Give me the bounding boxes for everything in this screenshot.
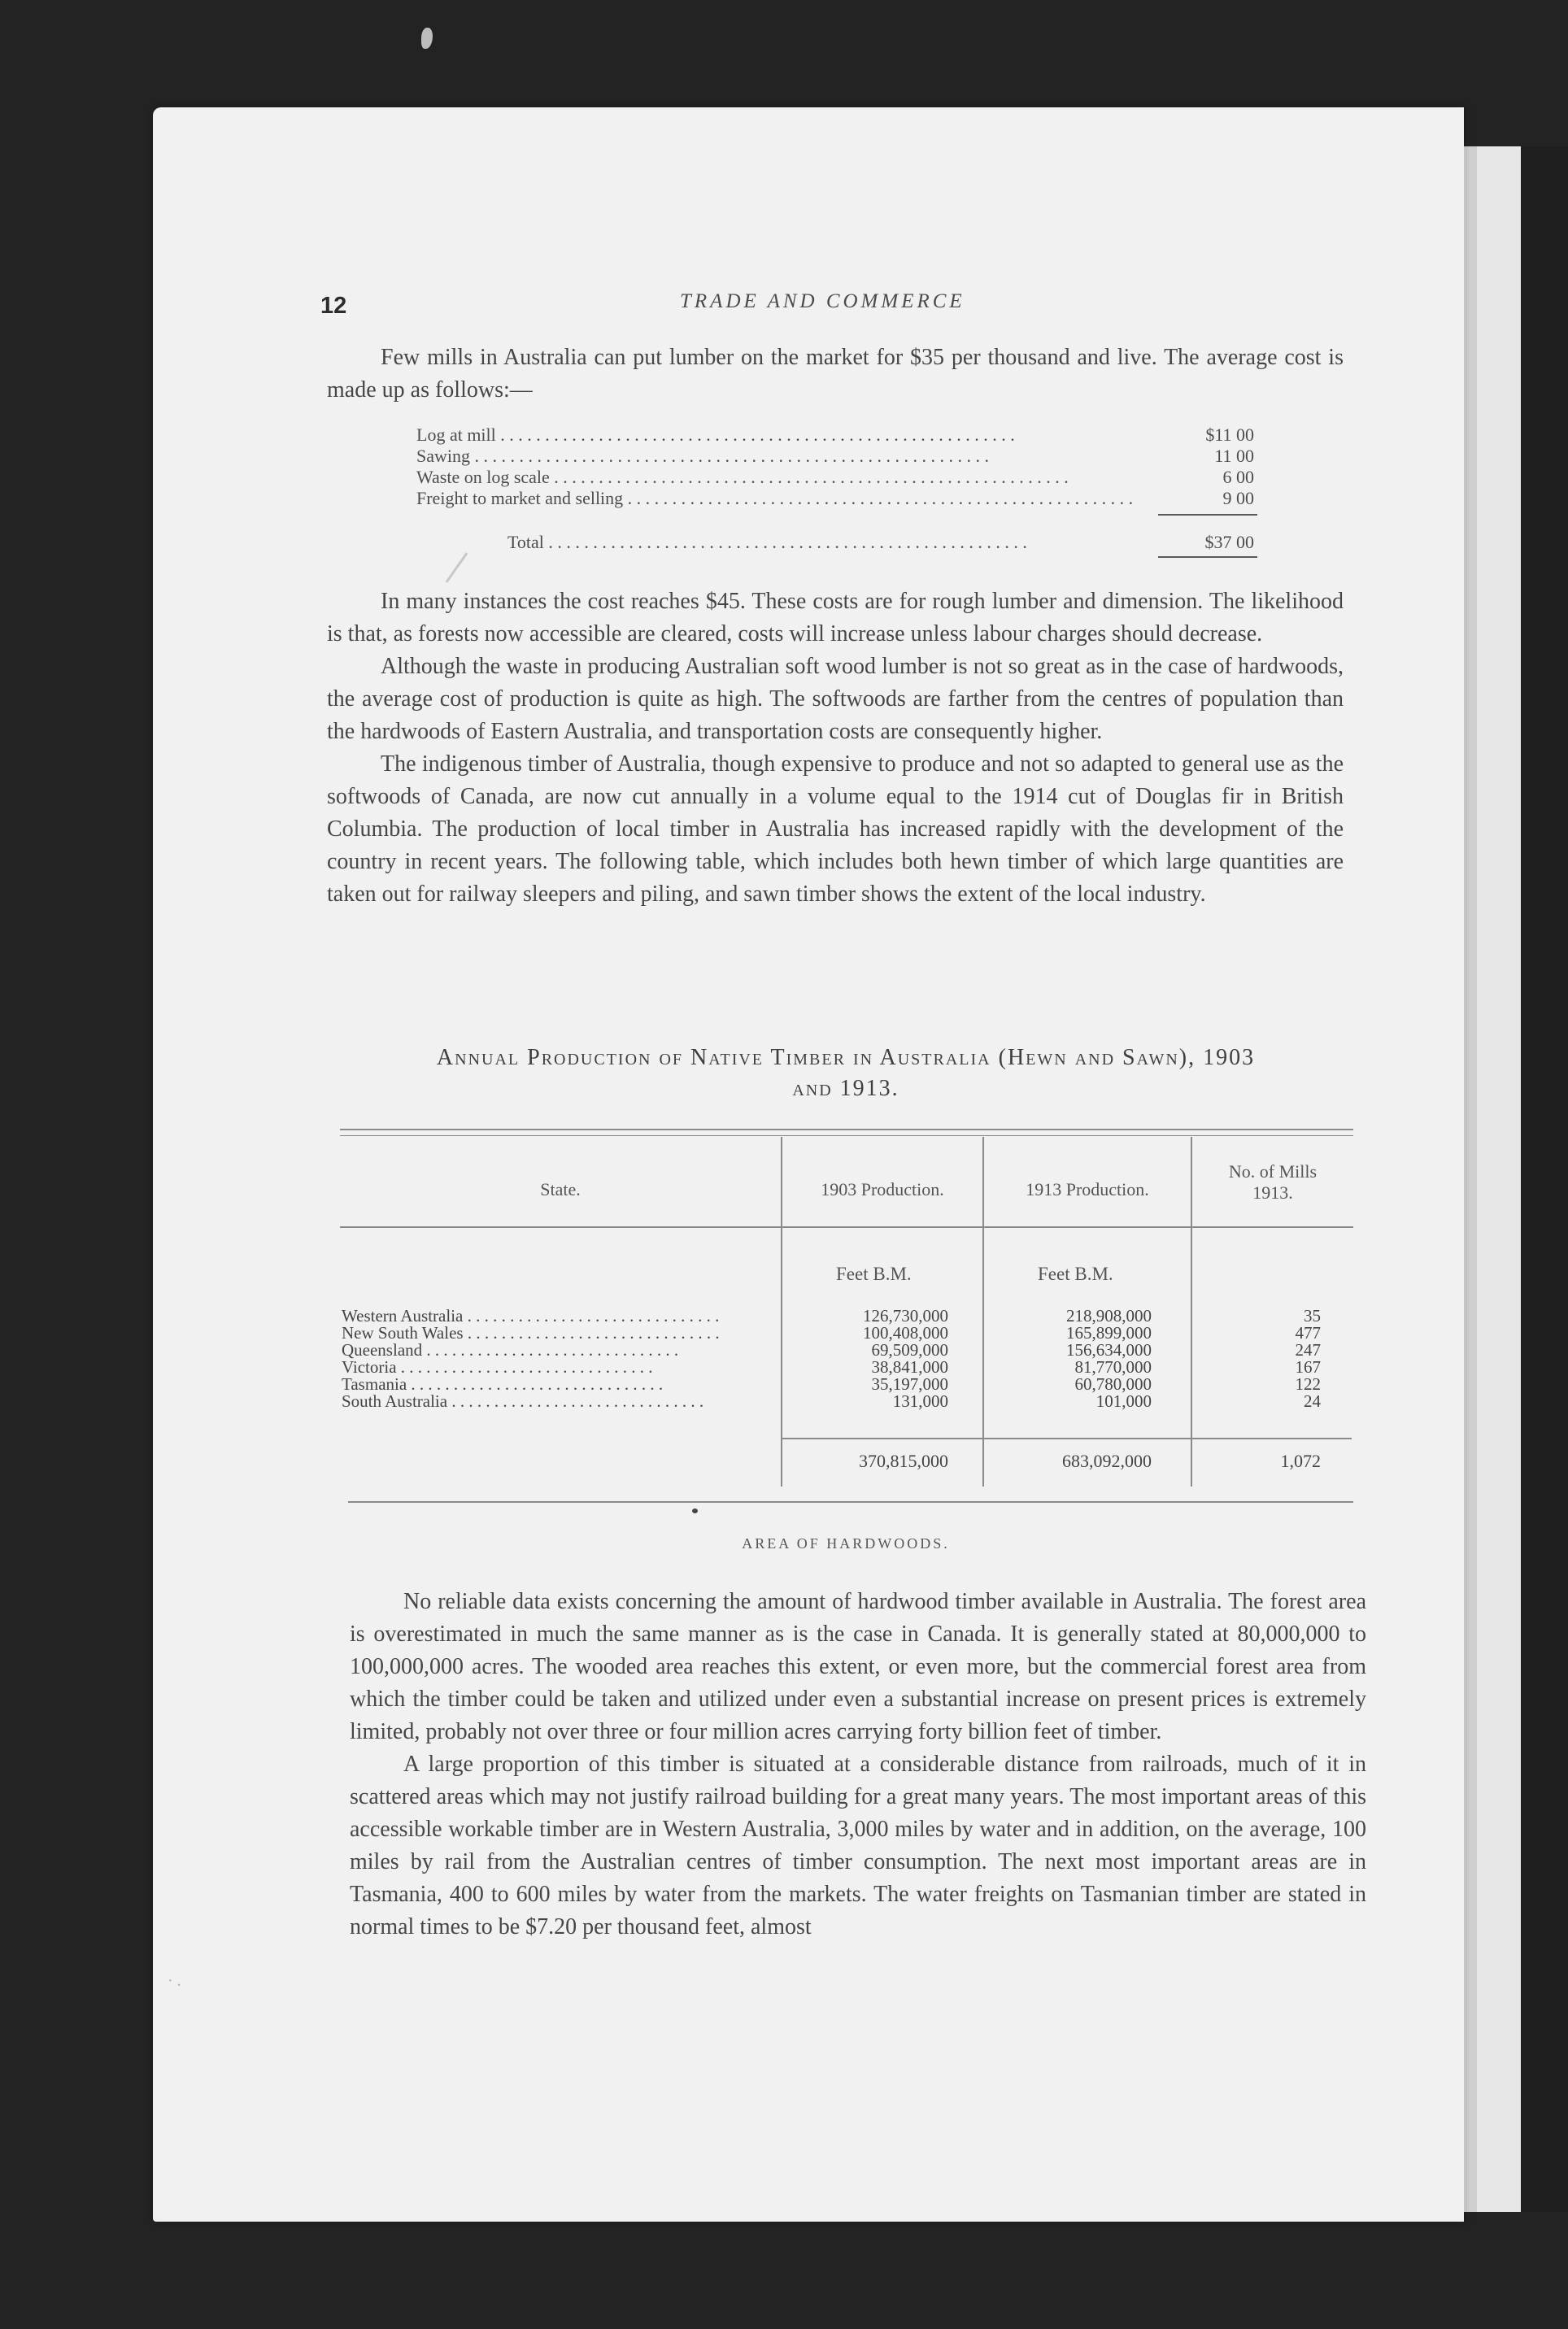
cost-total-rule <box>1158 556 1257 558</box>
mills-value: 477 <box>1295 1323 1321 1343</box>
cost-value: 9 00 <box>1156 488 1254 509</box>
mills-value: 35 <box>1304 1306 1321 1326</box>
state-list <box>342 1308 781 1410</box>
column-header-1913: 1913 Production. <box>1026 1179 1149 1199</box>
table-title-line: and 1913. <box>792 1076 899 1101</box>
hardwood-text <box>350 1586 1366 1944</box>
table-total-rule <box>782 1438 1352 1439</box>
total-1903: 370,815,000 <box>859 1451 948 1471</box>
value-1903: 38,841,000 <box>871 1357 948 1377</box>
column-header-1903: 1903 Production. <box>821 1179 944 1199</box>
page-gutter-shadow <box>1466 146 1477 2212</box>
cost-row <box>416 488 1254 509</box>
table-title-line: Annual Production of Native Timber in Australia (Hewn and Sawn), 1903 <box>436 1045 1256 1070</box>
column-header-state: State. <box>540 1179 581 1199</box>
column-header-mills-line: No. of Mills <box>1228 1161 1318 1182</box>
intro-text: Few mills in Australia can put lumber on the market for $35 per thousand and live. The average cost is made up as follows:— <box>327 345 1344 403</box>
value-1903: 100,408,000 <box>863 1323 948 1343</box>
cost-label: Log at mill . . . <box>416 424 1132 446</box>
cost-total-label: Total . . . <box>507 530 1134 555</box>
cost-value: $11 00 <box>1156 424 1254 446</box>
cost-value: 11 00 <box>1156 446 1254 467</box>
mills-value: 24 <box>1304 1391 1321 1411</box>
section-heading: AREA OF HARDWOODS. <box>742 1535 950 1552</box>
state-name: Queensland . . . <box>342 1342 781 1359</box>
paragraph: A large proportion of this timber is situated at a considerable distance from railroads, much of it in scattered areas which may not justify railroad building for a great many years. The most important areas of this accessible workable timber are in Western Australia, 3,000 miles by water and in addition, on the average, 100 miles by rail from the Australian centres of timber consumption. The next most important areas are in Tasmania, 400 to 600 miles by water from the markets. The water freights on Tasmanian timber are stated in normal times to be $7.20 per thousand feet, almost <box>350 1752 1366 1939</box>
total-mills: 1,072 <box>1280 1451 1321 1471</box>
mills-column <box>1236 1308 1321 1410</box>
cost-label: Waste on log scale . . . <box>416 467 1132 488</box>
table-bottom-rule <box>348 1501 1353 1503</box>
background-speck <box>421 28 433 49</box>
paragraph: No reliable data exists concerning the amount of hardwood timber available in Australia. The forest area is overestimated in much the same manner as is the case in Canada. It is generally stated at 80,000,000 to 100,000,000 acres. The wooded area reaches this extent, or even more, but the commercial forest area from which the timber could be taken and utilized under even a substantial increase on present prices is extremely limited, probably not over three or four million acres carrying forty billion feet of timber. <box>350 1589 1366 1744</box>
cost-label: Sawing . . . <box>416 446 1132 467</box>
total-1913: 683,092,000 <box>1062 1451 1152 1471</box>
state-name: Tasmania . . . <box>342 1376 781 1393</box>
value-1903: 35,197,000 <box>871 1374 948 1394</box>
cost-total-value: $37 00 <box>1204 532 1254 552</box>
running-head: TRADE AND COMMERCE <box>680 290 965 312</box>
cost-row <box>416 467 1254 488</box>
state-name: New South Wales . . . <box>342 1325 781 1342</box>
cost-row <box>416 446 1254 467</box>
state-name: South Australia . . . <box>342 1393 781 1410</box>
production-1913-column <box>1005 1308 1152 1410</box>
unit-label-1903: Feet B.M. <box>836 1264 912 1284</box>
paragraph: In many instances the cost reaches $45. These costs are for rough lumber and dimension. The likelihood is that, as forests now accessible are cleared, costs will increase unless labour charges should decrease. <box>327 589 1344 646</box>
paragraph: The indigenous timber of Australia, though expensive to produce and not so adapted to general use as the softwoods of Canada, are now cut annually in a volume equal to the 1914 cut of Douglas fir in British Columbia. The production of local timber in Australia has increased rapidly with the development of the country in recent years. The following table, which includes both hewn timber of which large quantities are taken out for railway sleepers and piling, and sawn timber shows the extent of the local industry. <box>327 751 1344 907</box>
state-name: Western Australia . . . <box>342 1308 781 1325</box>
value-1903: 126,730,000 <box>863 1306 948 1326</box>
production-1903-column <box>805 1308 948 1410</box>
body-text <box>327 586 1344 911</box>
column-header-mills <box>1192 1161 1353 1204</box>
unit-label-1913: Feet B.M. <box>1038 1264 1113 1284</box>
table-title <box>342 1043 1350 1104</box>
value-1913: 60,780,000 <box>1074 1374 1152 1394</box>
ink-dot <box>692 1508 698 1513</box>
table-top-rule-thin <box>340 1135 1353 1136</box>
margin-marks: · . <box>168 1972 181 1990</box>
table-top-rule <box>340 1129 1353 1130</box>
cost-total-row <box>507 530 1256 555</box>
header-bottom-rule <box>340 1226 1353 1228</box>
value-1913: 101,000 <box>1095 1391 1152 1411</box>
state-name: Victoria . . . <box>342 1359 781 1376</box>
mills-value: 247 <box>1295 1340 1321 1360</box>
scan-border <box>1521 146 1568 2212</box>
value-1913: 218,908,000 <box>1066 1306 1152 1326</box>
value-1903: 131,000 <box>892 1391 948 1411</box>
value-1913: 156,634,000 <box>1066 1340 1152 1360</box>
intro-paragraph <box>327 342 1344 407</box>
cost-label: Freight to market and selling . . . <box>416 488 1132 509</box>
cost-row <box>416 424 1254 446</box>
paragraph: Although the waste in producing Australian soft wood lumber is not so great as in the case of hardwoods, the average cost of production is quite as high. The softwoods are farther from the centres of population than the hardwoods of Eastern Australia, and transportation costs are consequently higher. <box>327 654 1344 744</box>
value-1913: 81,770,000 <box>1074 1357 1152 1377</box>
value-1913: 165,899,000 <box>1066 1323 1152 1343</box>
value-1903: 69,509,000 <box>871 1340 948 1360</box>
cost-breakdown <box>416 424 1254 552</box>
page-number: 12 <box>320 293 347 319</box>
mills-value: 122 <box>1295 1374 1321 1394</box>
cost-sum-rule <box>1158 514 1257 516</box>
cost-value: 6 00 <box>1156 467 1254 488</box>
column-header-mills-line: 1913. <box>1252 1182 1293 1203</box>
mills-value: 167 <box>1295 1357 1321 1377</box>
